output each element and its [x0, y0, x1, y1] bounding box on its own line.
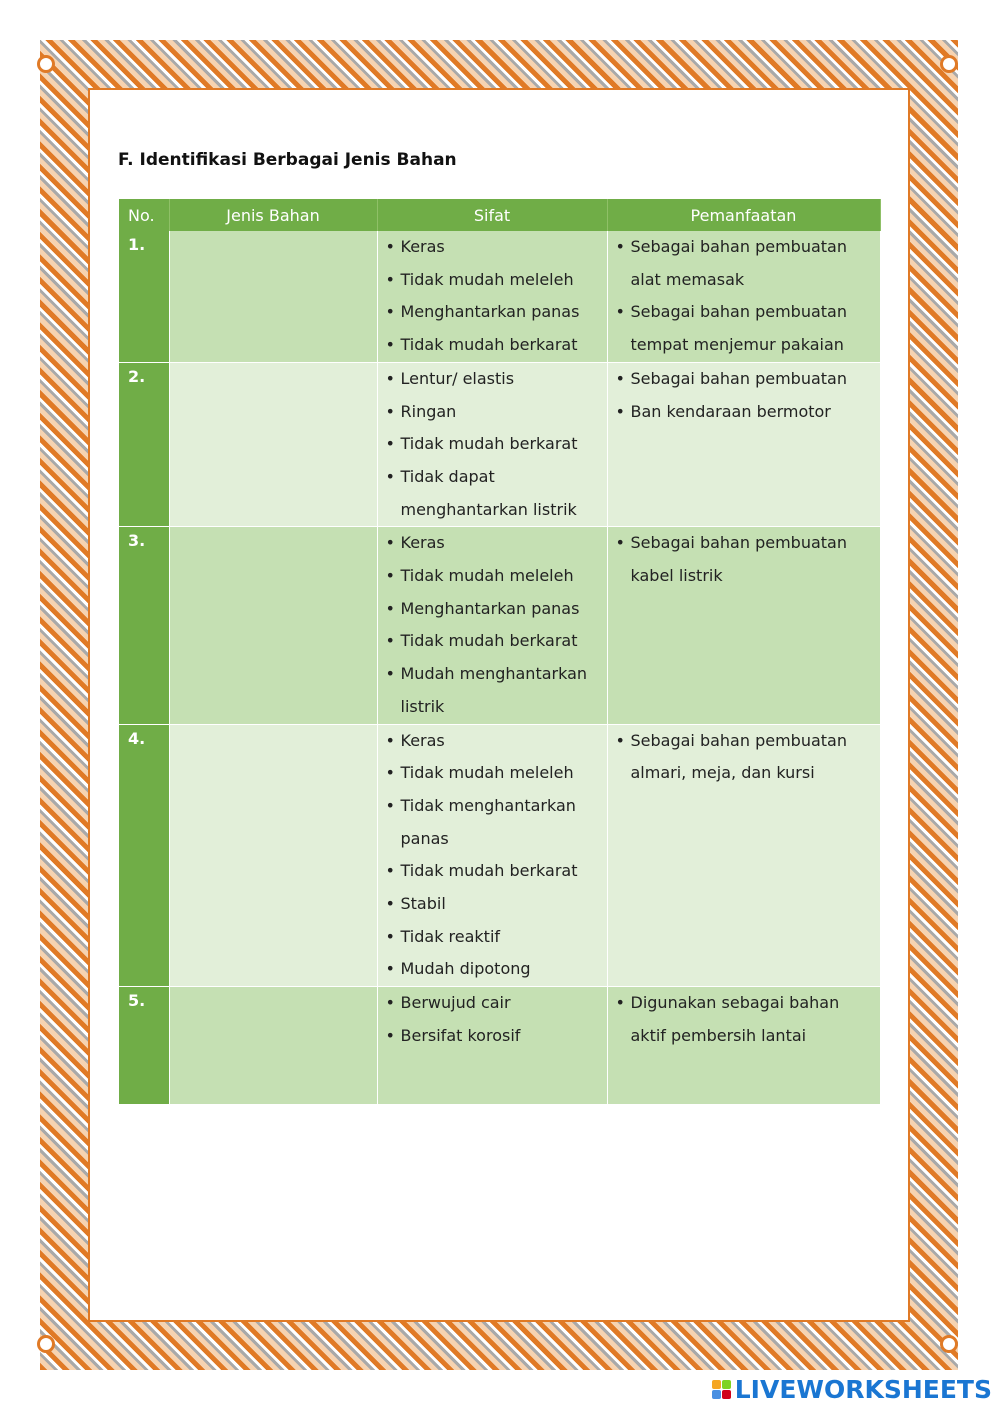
sifat-list-item: • Keras	[386, 231, 601, 264]
sifat-list-item: • Tidak reaktif	[386, 921, 601, 954]
pemanfaatan-list-item: • Sebagai bahan pembuatan tempat menjemur pakaian	[616, 296, 874, 361]
sifat-list-item: • Tidak mudah meleleh	[386, 757, 601, 790]
table-row	[119, 362, 880, 527]
sifat-list-item: • Ringan	[386, 396, 601, 429]
sifat-list-item: • Tidak mudah berkarat	[386, 329, 601, 362]
sifat-list-item: • Keras	[386, 725, 601, 758]
liveworksheets-watermark	[712, 1375, 992, 1404]
pemanfaatan-list-item: • Sebagai bahan pembuatan almari, meja, dan kursi	[616, 725, 874, 790]
sifat-list	[378, 231, 607, 362]
sifat-list	[378, 987, 607, 1052]
pemanfaatan-list-item: • Digunakan sebagai bahan aktif pembersih lantai	[616, 987, 874, 1052]
sifat-list-item: • Bersifat korosif	[386, 1020, 601, 1053]
table-row	[119, 987, 880, 1105]
sifat-list	[378, 363, 607, 527]
pemanfaatan-cell	[607, 362, 880, 527]
table-body	[119, 231, 880, 1105]
watermark-text: LIVEWORKSHEETS	[734, 1375, 992, 1404]
jenis-bahan-cell[interactable]	[169, 362, 377, 527]
table-header-row	[119, 199, 880, 231]
pemanfaatan-list	[608, 527, 880, 592]
header-jenis-bahan: Jenis Bahan	[169, 199, 377, 231]
row-number: 4.	[119, 724, 169, 987]
pemanfaatan-cell	[607, 724, 880, 987]
jenis-bahan-cell[interactable]	[169, 987, 377, 1105]
pemanfaatan-list	[608, 987, 880, 1052]
frame-corner-ornament	[37, 55, 55, 73]
pemanfaatan-list-item: • Sebagai bahan pembuatan	[616, 363, 874, 396]
pemanfaatan-list-item: • Sebagai bahan pembuatan alat memasak	[616, 231, 874, 296]
materials-table	[119, 199, 881, 1105]
sifat-list-item: • Tidak mudah berkarat	[386, 428, 601, 461]
sifat-list-item: • Tidak dapat menghantarkan listrik	[386, 461, 601, 526]
pemanfaatan-list-item: • Sebagai bahan pembuatan kabel listrik	[616, 527, 874, 592]
sifat-list-item: • Tidak menghantarkan panas	[386, 790, 601, 855]
row-number: 3.	[119, 527, 169, 724]
sifat-list-item: • Tidak mudah berkarat	[386, 855, 601, 888]
sifat-list	[378, 527, 607, 723]
header-sifat: Sifat	[377, 199, 607, 231]
sifat-list-item: • Keras	[386, 527, 601, 560]
table-row	[119, 231, 880, 362]
sifat-list-item: • Lentur/ elastis	[386, 363, 601, 396]
row-number: 5.	[119, 987, 169, 1105]
row-number: 2.	[119, 362, 169, 527]
section-title: F. Identifikasi Berbagai Jenis Bahan	[118, 150, 457, 170]
row-number: 1.	[119, 231, 169, 362]
sifat-cell	[377, 527, 607, 724]
jenis-bahan-cell[interactable]	[169, 527, 377, 724]
jenis-bahan-cell[interactable]	[169, 724, 377, 987]
sifat-list	[378, 725, 607, 987]
sifat-list-item: • Berwujud cair	[386, 987, 601, 1020]
pemanfaatan-cell	[607, 231, 880, 362]
header-pemanfaatan: Pemanfaatan	[607, 199, 880, 231]
sifat-list-item: • Stabil	[386, 888, 601, 921]
pemanfaatan-list	[608, 725, 880, 790]
pemanfaatan-list-item: • Ban kendaraan bermotor	[616, 396, 874, 429]
header-no: No.	[119, 199, 169, 231]
pemanfaatan-cell	[607, 987, 880, 1105]
sifat-list-item: • Tidak mudah berkarat	[386, 625, 601, 658]
sifat-list-item: • Menghantarkan panas	[386, 296, 601, 329]
pemanfaatan-list	[608, 231, 880, 362]
sifat-list-item: • Tidak mudah meleleh	[386, 560, 601, 593]
sifat-cell	[377, 724, 607, 987]
sifat-list-item: • Mudah menghantarkan listrik	[386, 658, 601, 723]
sifat-list-item: • Tidak mudah meleleh	[386, 264, 601, 297]
frame-corner-ornament	[940, 55, 958, 73]
sifat-cell	[377, 987, 607, 1105]
sifat-cell	[377, 362, 607, 527]
jenis-bahan-cell[interactable]	[169, 231, 377, 362]
pemanfaatan-list	[608, 363, 880, 428]
sifat-list-item: • Menghantarkan panas	[386, 593, 601, 626]
sifat-list-item: • Mudah dipotong	[386, 953, 601, 986]
pemanfaatan-cell	[607, 527, 880, 724]
table-row	[119, 527, 880, 724]
table-row	[119, 724, 880, 987]
sifat-cell	[377, 231, 607, 362]
liveworksheets-logo-icon	[712, 1380, 731, 1399]
frame-corner-ornament	[940, 1335, 958, 1353]
frame-corner-ornament	[37, 1335, 55, 1353]
